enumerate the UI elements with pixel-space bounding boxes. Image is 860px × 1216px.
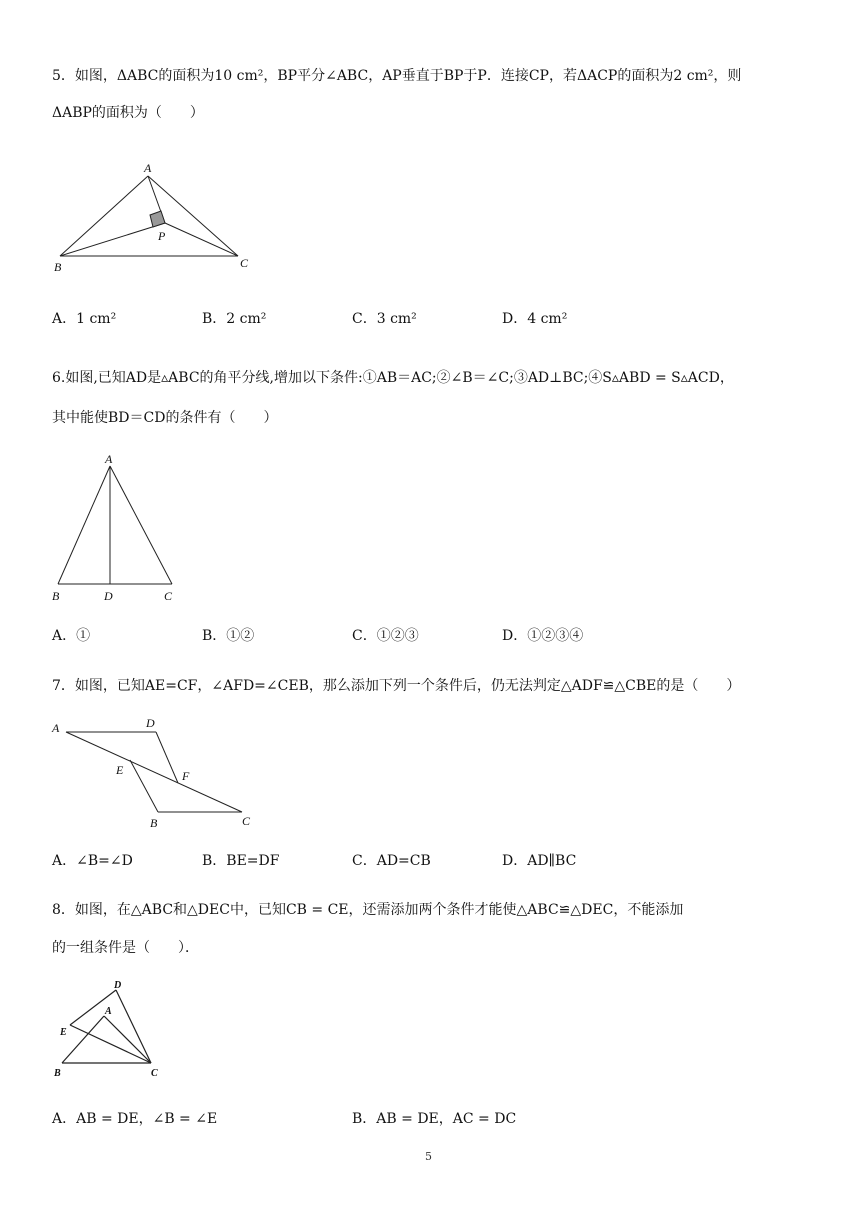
label-c: C bbox=[240, 256, 249, 270]
q6-option-c: C．①②③ bbox=[352, 628, 419, 644]
q7-option-c: C．AD=CB bbox=[352, 853, 431, 869]
label-d: D bbox=[114, 980, 122, 991]
question-7-figure bbox=[48, 710, 263, 834]
label-b: B bbox=[54, 260, 62, 274]
q5-option-d: D．4 cm² bbox=[502, 311, 568, 327]
q5-option-b: B．2 cm² bbox=[202, 311, 267, 327]
question-5-line-2: ΔABP的面积为（ ） bbox=[52, 105, 204, 121]
q8-option-b: B．AB = DE，AC = DC bbox=[352, 1111, 517, 1127]
q7-option-b: B．BE=DF bbox=[202, 853, 280, 869]
label-a: A bbox=[52, 721, 60, 735]
question-6-figure bbox=[48, 448, 188, 608]
question-8-line-1: 8．如图，在△ABC和△DEC中，已知CB = CE，还需添加两个条件才能使△ABC≌△DEC，不能添加 bbox=[52, 902, 684, 918]
label-d: D bbox=[146, 716, 155, 730]
q6-option-b: B．①② bbox=[202, 628, 255, 644]
label-a: A bbox=[144, 161, 152, 175]
label-e: E bbox=[116, 763, 124, 777]
label-a: A bbox=[105, 1006, 112, 1017]
question-6-line-2: 其中能使BD＝CD的条件有（ ） bbox=[52, 410, 278, 426]
page-number: 5 bbox=[425, 1150, 432, 1163]
q6-option-d: D．①②③④ bbox=[502, 628, 584, 644]
label-a: A bbox=[105, 452, 113, 466]
question-5-line-1: 5．如图，ΔABC的面积为10 cm²，BP平分∠ABC，AP垂直于BP于P．连接CP，若ΔACP的面积为2 cm²，则 bbox=[52, 68, 742, 84]
label-c: C bbox=[242, 814, 251, 828]
label-p: P bbox=[158, 229, 166, 243]
label-c: C bbox=[164, 589, 173, 603]
question-8-figure bbox=[48, 974, 178, 1084]
question-5-figure bbox=[48, 158, 268, 278]
q8-option-a: A．AB = DE，∠B = ∠E bbox=[52, 1111, 218, 1127]
q6-option-a: A．① bbox=[52, 628, 91, 644]
label-f: F bbox=[182, 769, 190, 783]
q5-option-c: C．3 cm² bbox=[352, 311, 417, 327]
label-b: B bbox=[52, 589, 60, 603]
q7-option-a: A．∠B=∠D bbox=[52, 853, 133, 869]
label-b: B bbox=[54, 1068, 61, 1079]
question-6-line-1: 6.如图,已知AD是▵ABC的角平分线,增加以下条件:①AB＝AC;②∠B＝∠C;③AD⊥BC;④S▵ABD = S▵ACD， bbox=[52, 370, 734, 386]
label-b: B bbox=[150, 816, 158, 830]
q5-option-a: A．1 cm² bbox=[52, 311, 117, 327]
q7-option-d: D．AD∥BC bbox=[502, 853, 577, 869]
question-8-line-2: 的一组条件是（ ）． bbox=[52, 940, 199, 956]
label-c: C bbox=[151, 1068, 158, 1079]
question-7-line-1: 7．如图，已知AE=CF，∠AFD=∠CEB，那么添加下列一个条件后，仍无法判定△ADF≌△CBE的是（ ） bbox=[52, 678, 741, 694]
label-e: E bbox=[60, 1027, 67, 1038]
label-d: D bbox=[104, 589, 113, 603]
